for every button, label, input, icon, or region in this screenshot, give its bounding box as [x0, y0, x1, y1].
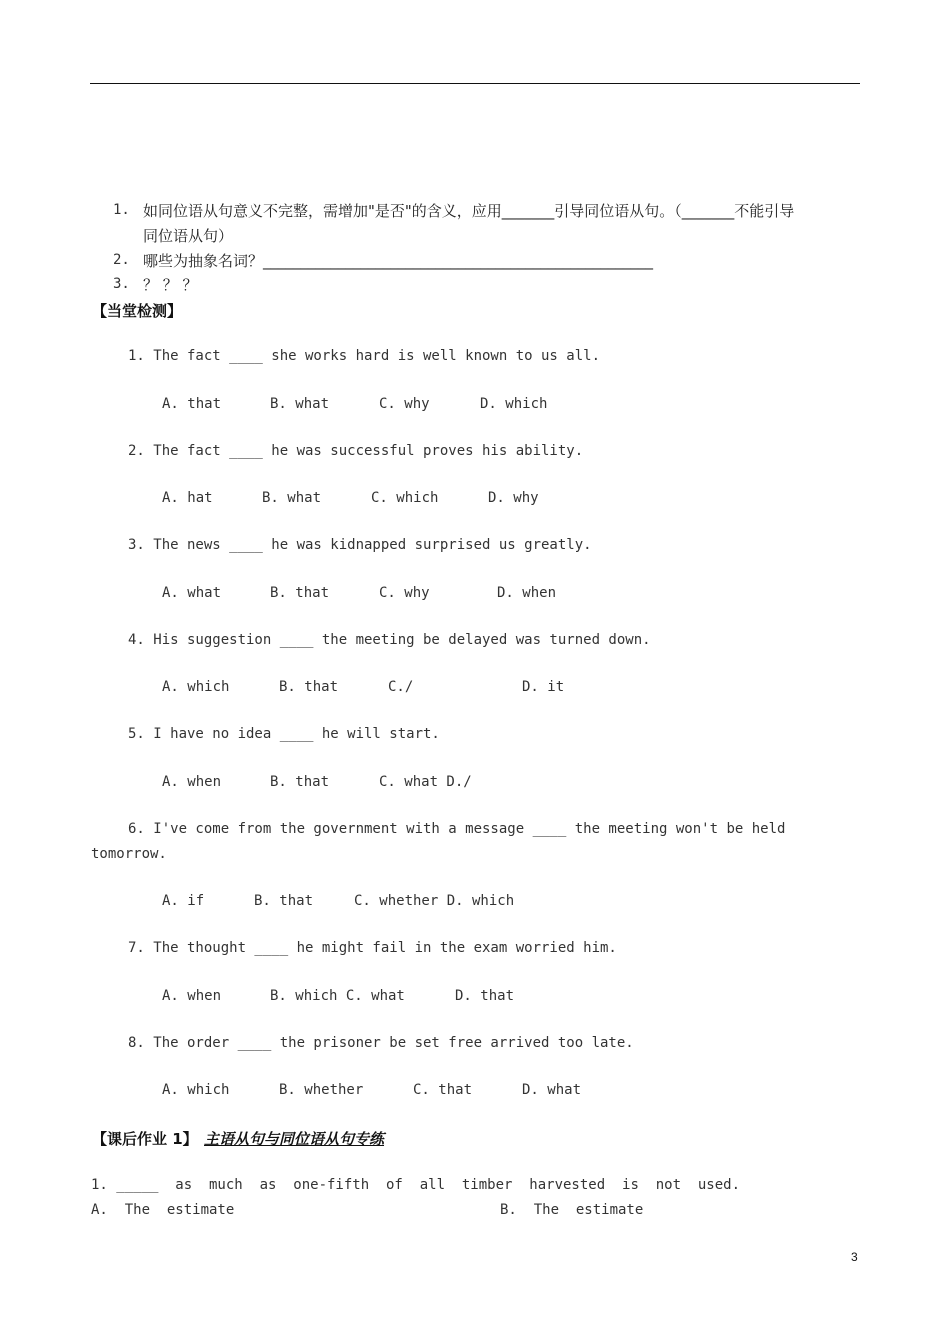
review-item-3-text: ？ ？ ？	[143, 276, 198, 294]
question-5-option-b: B. that	[270, 774, 330, 790]
question-2-option-c: C. which	[371, 490, 439, 506]
question-3-option-a: A. what	[162, 585, 222, 601]
question-8-option-c: C. that	[413, 1082, 473, 1098]
question-3-stem: 3. The news ____ he was kidnapped surprised us greatly.	[128, 537, 592, 553]
question-1-stem: 1. The fact ____ she works hard is well known to us all.	[128, 348, 601, 364]
question-2-option-b: B. what	[262, 490, 322, 506]
question-1-option-c: C. why	[379, 396, 430, 412]
question-6-option-b: B. that	[254, 893, 314, 909]
question-5-option-c: C. what D./	[379, 774, 472, 790]
question-4-option-d: D. it	[522, 679, 565, 695]
question-7-option-b: B. which C. what	[270, 988, 405, 1004]
review-item-3-number: 3.	[113, 276, 130, 292]
question-5-option-a: A. when	[162, 774, 222, 790]
homework-question-1-stem: 1. _____ as much as one-fifth of all timber harvested is not used.	[91, 1177, 741, 1193]
homework-question-1-option-a: A. The estimate	[91, 1202, 235, 1218]
question-5-stem: 5. I have no idea ____ he will start.	[128, 726, 440, 742]
section-title-check: 【当堂检测】	[92, 302, 183, 320]
question-3-option-b: B. that	[270, 585, 330, 601]
question-6-stem-cont: tomorrow.	[91, 846, 167, 862]
question-6-option-c: C. whether D. which	[354, 893, 515, 909]
question-1-option-a: A. that	[162, 396, 222, 412]
review-item-2-number: 2.	[113, 252, 130, 268]
question-2-option-d: D. why	[488, 490, 539, 506]
question-3-option-c: C. why	[379, 585, 430, 601]
review-item-2-text: 哪些为抽象名词？____________________________________________________	[143, 252, 654, 270]
question-4-stem: 4. His suggestion ____ the meeting be delayed was turned down.	[128, 632, 651, 648]
homework-prefix: 【课后作业 1】	[92, 1130, 198, 1148]
homework-title: 主语从句与同位语从句专练	[204, 1130, 385, 1148]
question-2-option-a: A. hat	[162, 490, 213, 506]
question-4-option-b: B. that	[279, 679, 339, 695]
question-2-stem: 2. The fact ____ he was successful proves his ability.	[128, 443, 584, 459]
question-1-option-d: D. which	[480, 396, 548, 412]
question-4-option-a: A. which	[162, 679, 230, 695]
question-8-option-a: A. which	[162, 1082, 230, 1098]
question-1-option-b: B. what	[270, 396, 330, 412]
review-item-1-number: 1.	[113, 202, 130, 218]
question-7-option-a: A. when	[162, 988, 222, 1004]
question-6-option-a: A. if	[162, 893, 205, 909]
question-6-stem: 6. I've come from the government with a message ____ the meeting won't be held	[128, 821, 786, 837]
question-7-stem: 7. The thought ____ he might fail in the exam worried him.	[128, 940, 617, 956]
question-8-option-d: D. what	[522, 1082, 582, 1098]
header-rule	[90, 83, 860, 84]
question-3-option-d: D. when	[497, 585, 557, 601]
question-4-option-c: C./	[388, 679, 414, 695]
page-number: 3	[851, 1250, 858, 1264]
review-item-1-text: 如同位语从句意义不完整，需增加"是否"的含义，应用_______引导同位语从句。（_______不能引导	[143, 202, 795, 220]
question-8-stem: 8. The order ____ the prisoner be set free arrived too late.	[128, 1035, 634, 1051]
homework-question-1-option-b: B. The estimate	[500, 1202, 644, 1218]
question-7-option-d: D. that	[455, 988, 515, 1004]
question-8-option-b: B. whether	[279, 1082, 364, 1098]
review-item-1-text-cont: 同位语从句）	[143, 227, 234, 245]
